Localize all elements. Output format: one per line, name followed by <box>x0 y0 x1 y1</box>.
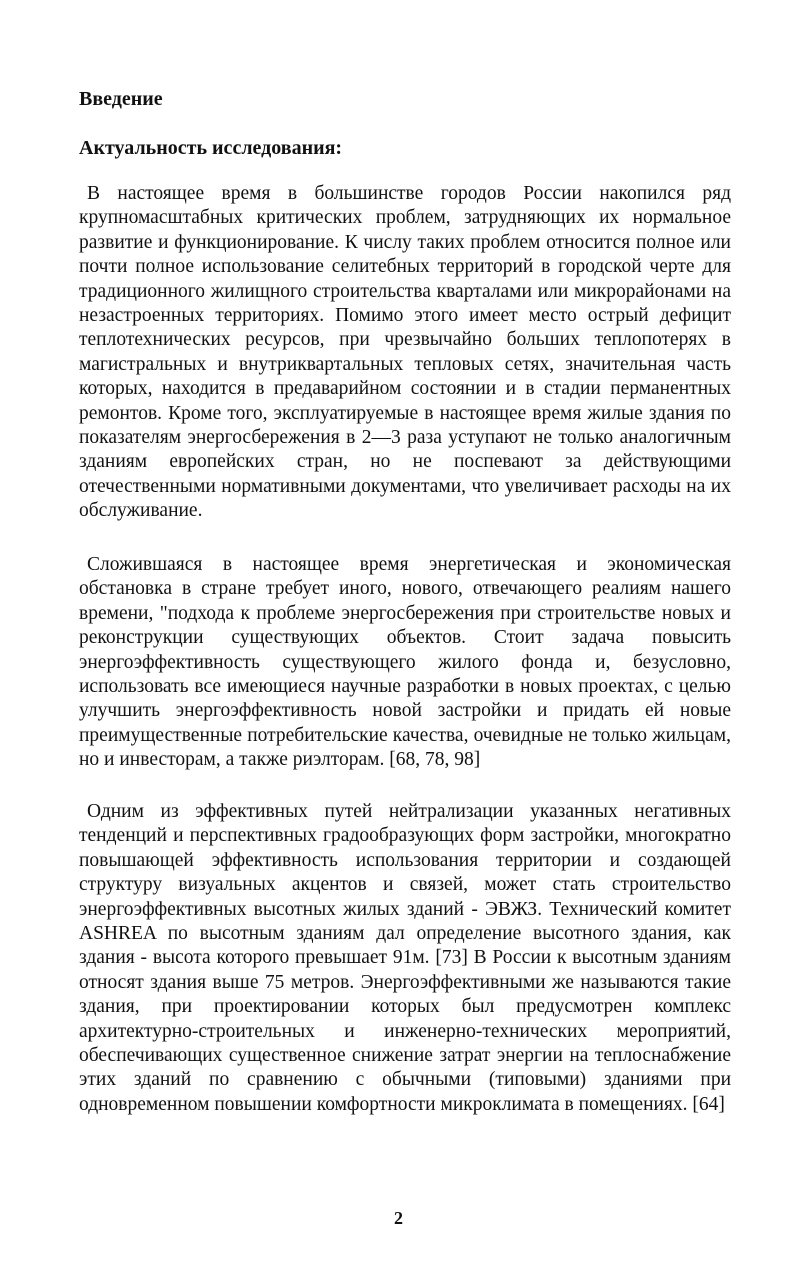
paragraph-high-rise-buildings: Одним из эффективных путей нейтрализации указанных негативных тенденций и перспективных градообразующих форм застройки, многократно повышающей эффективность использования территории и создающей структуру визуальных акцентов и связей, может стать строительство энергоэффективных высотных жилых зданий - ЭВЖЗ. Технический комитет ASHREA по высотным зданиям дал определение высотного здания, как здания - высота которого превышает 91м. [73] В России к высотным зданиям относят здания выше 75 метров. Энергоэффективными же называются такие здания, при проектировании которых был предусмотрен комплекс архитектурно-строительных и инженерно-технических мероприятий, обеспечивающих существенное снижение затрат энергии на теплоснабжение этих зданий по сравнению с обычными (типовыми) зданиями при одновременном повышении комфортности микроклимата в помещениях. [64] <box>79 801 731 1115</box>
paragraph-energy-situation: Сложившаяся в настоящее время энергетическая и экономическая обстановка в стране требует иного, нового, отвечающего реалиям нашего времени, "подхода к проблеме энергосбережения при строительстве новых и реконструкции существующих объектов. Стоит задача повысить энергоэффективность существующего жилого фонда и, безусловно, использовать все имеющиеся научные разработки в новых проектах, с целью улучшить энергоэффективность новой застройки и придать ей новые преимущественные потребительские качества, очевидные не только жильцам, но и инвесторам, а также риэлторам. [68, 78, 98] <box>79 554 731 771</box>
section-heading-introduction: Введение <box>79 88 163 110</box>
page-number: 2 <box>394 1208 403 1228</box>
paragraph-current-problems: В настоящее время в большинстве городов России накопился ряд крупномасштабных критических проблем, затрудняющих их нормальное развитие и функционирование. К числу таких проблем относится полное или почти полное использование селитебных территорий в городской черте для традиционного жилищного строительства кварталами или микрорайонами на незастроенных территориях. Помимо этого имеет место острый дефицит теплотехнических ресурсов, при чрезвычайно больших теплопотерях в магистральных и внутриквартальных тепловых сетях, значительная часть которых, находится в предаварийном состоянии и в стадии перманентных ремонтов. Кроме того, эксплуатируемые в настоящее время жилые здания по показателям энергосбережения в 2—3 раза уступают не только аналогичным зданиям европейских стран, но не поспевают за действующими отечественными нормативными документами, что увеличивает расходы на их обслуживание. <box>79 183 731 522</box>
subsection-heading-relevance: Актуальность исследования: <box>79 137 343 159</box>
